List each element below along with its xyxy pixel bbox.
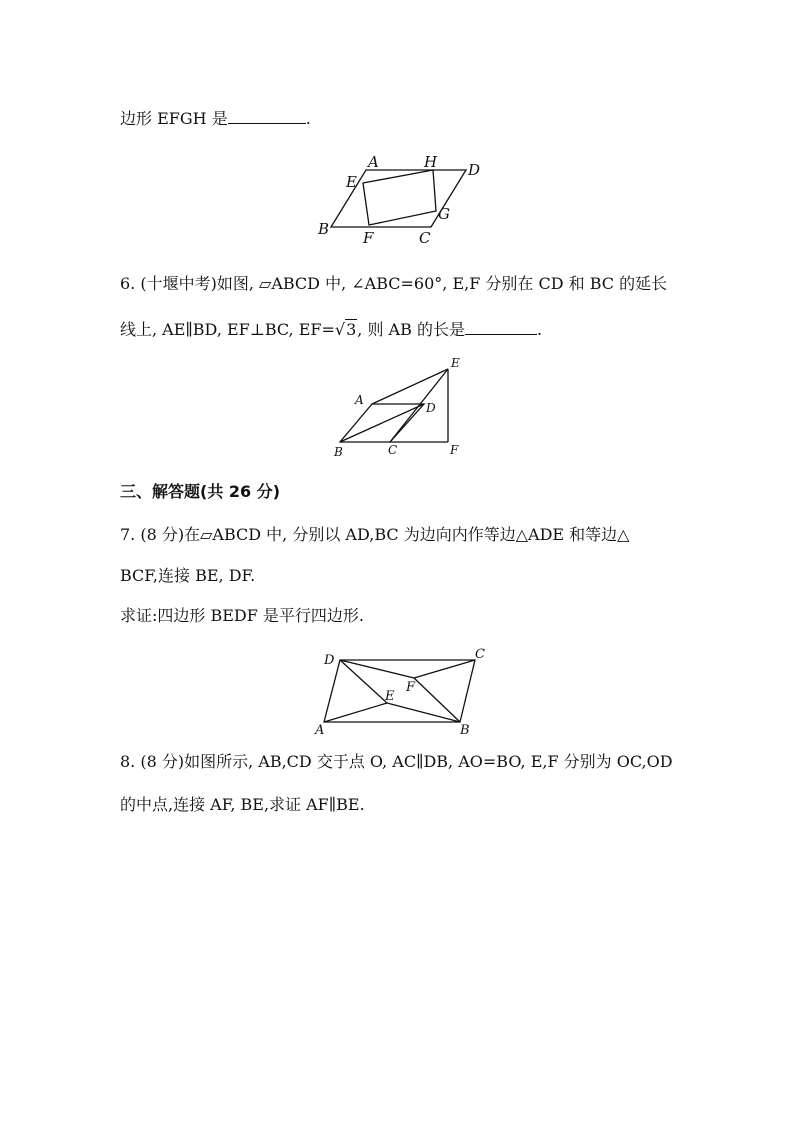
quadrilateral-efgh bbox=[363, 170, 436, 225]
q7-line3: 求证:四边形 BEDF 是平行四边形. bbox=[120, 606, 365, 625]
q8-line1: 8. (8 分)如图所示, AB,CD 交于点 O, AC∥DB, AO=BO, E,F 分别为 OC,OD bbox=[120, 752, 673, 771]
segment-bd bbox=[340, 404, 424, 442]
label-f: F bbox=[450, 443, 459, 457]
label-b: B bbox=[318, 220, 330, 238]
segment-ae bbox=[324, 703, 387, 722]
label-d: D bbox=[324, 653, 335, 668]
segment-cf bbox=[414, 660, 475, 678]
figure-q6 bbox=[325, 355, 475, 460]
label-h: H bbox=[424, 153, 438, 171]
parallelogram-abcd-q7 bbox=[324, 660, 475, 722]
q7-line1: 7. (8 分)在▱ABCD 中, 分别以 AD,BC 为边向内作等边△ADE 和等边△ bbox=[120, 525, 630, 544]
q6-line2: 线上, AE∥BD, EF⊥BC, EF=√3, 则 AB 的长是 . bbox=[120, 320, 543, 339]
q7-line2: BCF,连接 BE, DF. bbox=[120, 566, 256, 585]
label-c: C bbox=[419, 229, 431, 247]
q8-line2: 的中点,连接 AF, BE,求证 AF∥BE. bbox=[120, 795, 365, 814]
label-b: B bbox=[460, 723, 470, 738]
label-b: B bbox=[334, 445, 343, 459]
label-f: F bbox=[406, 680, 416, 695]
label-e: E bbox=[451, 356, 460, 370]
segment-be bbox=[387, 703, 460, 722]
segment-df bbox=[340, 660, 414, 678]
section-heading: 三、解答题(共 26 分) bbox=[120, 482, 281, 501]
label-f: F bbox=[363, 229, 374, 247]
figure-parallelogram-efgh bbox=[300, 148, 500, 248]
label-a: A bbox=[355, 393, 364, 407]
label-c: C bbox=[475, 647, 485, 662]
segment-ce bbox=[390, 369, 448, 442]
label-d: D bbox=[426, 401, 436, 415]
q6-line1: 6. (十堰中考)如图, ▱ABCD 中, ∠ABC=60°, E,F 分别在 CD 和 BC 的延长 bbox=[120, 274, 668, 293]
label-e: E bbox=[346, 173, 357, 191]
answer-blank-q5[interactable] bbox=[228, 107, 306, 124]
segment-ae bbox=[372, 369, 448, 404]
label-c: C bbox=[388, 443, 398, 457]
segment-de bbox=[340, 660, 387, 703]
label-d: D bbox=[468, 161, 481, 179]
label-a: A bbox=[315, 723, 325, 738]
figure-q7 bbox=[310, 645, 500, 740]
label-g: G bbox=[438, 205, 450, 223]
label-e: E bbox=[385, 689, 395, 704]
answer-blank-q6[interactable] bbox=[465, 318, 537, 335]
q5-continuation: 边形 EFGH 是 . bbox=[120, 109, 311, 128]
label-a: A bbox=[368, 153, 379, 171]
sqrt-3: √3 bbox=[334, 320, 357, 339]
